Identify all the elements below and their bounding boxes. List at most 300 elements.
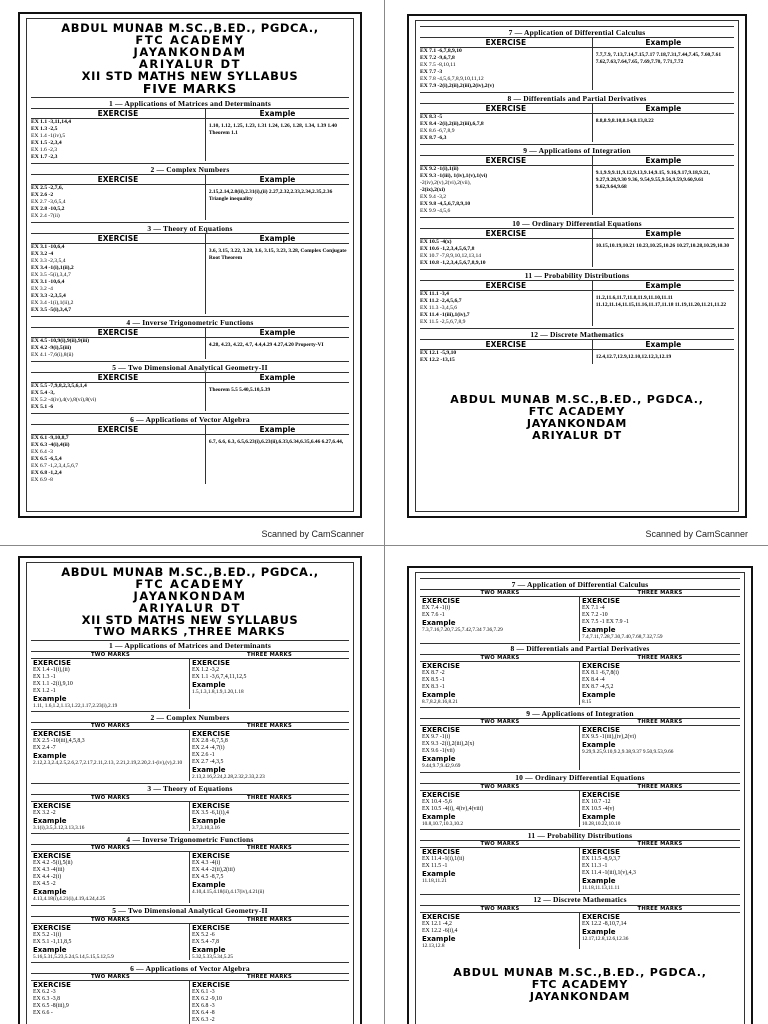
exercise-list [420, 350, 593, 364]
five-marks-sections-b [420, 26, 734, 364]
two-marks-column [31, 802, 190, 832]
section [420, 772, 740, 828]
example-list: 1.10, 1.12, 1.25, 1.23, 1.31 1.24, 1.26, 1.28, 1.34, 1.39 1.40 Theorem 1.1 [208, 123, 337, 137]
section-title: 1 — Applications of Matrices and Determinants [31, 97, 349, 109]
footer-line-3: JAYANKONDAM [529, 990, 631, 1004]
three-marks-header: THREE MARKS [637, 783, 683, 790]
column-header [420, 340, 734, 350]
exercise-header: EXERCISE [420, 281, 593, 290]
example-label: Example [192, 816, 226, 825]
exercise-row: EX 2.7 -3,6,5,4 [31, 199, 66, 206]
header-line-5: XII STD MATHS NEW SYLLABUS [81, 69, 299, 84]
marks-header [31, 652, 349, 659]
exercise-row: EX 7.5 -8,10,11 [420, 62, 456, 68]
two-three-marks-sections-b [420, 578, 740, 949]
exercise-label: EXERCISE [33, 730, 71, 739]
three-marks-header: THREE MARKS [247, 916, 292, 923]
example-label: Example [582, 626, 616, 634]
three-marks-header: THREE MARKS [247, 974, 292, 981]
example-header: Example [259, 373, 296, 383]
exercise-row: EX 6.8 -1,2,4 [31, 470, 62, 477]
three-marks-column [580, 662, 740, 706]
exercise-row: EX 1.6 -2,3 [31, 147, 58, 154]
exercise-row: -2(iv),2(v),2(vi),2(vii), [420, 180, 471, 186]
two-three-marks-sections-a [31, 640, 349, 1024]
exercise-label: EXERCISE [422, 661, 460, 670]
exercise-label: EXERCISE [192, 923, 230, 932]
example-list: 12.4,12.7,12.9,12.10,12.12,3,12.19 [595, 354, 672, 360]
exercise-row: EX 6.7 -1,2,3,4,5,6,7 [31, 463, 79, 470]
exercise-row: EX 1.4 -1(i),(ii) [33, 666, 70, 673]
section [31, 783, 349, 832]
exercise-header: EXERCISE [31, 425, 206, 434]
section-title: 7 — Application of Differential Calculus [420, 578, 740, 590]
exercise-row: EX 8.1 -6,7,8(i) [582, 669, 619, 676]
section-body [420, 239, 734, 267]
example-label: Example [33, 945, 67, 954]
sheet [18, 12, 362, 518]
section [420, 578, 740, 641]
exercise-row: EX 3.2 -2 [33, 809, 56, 816]
five-marks-page-2 [385, 0, 768, 545]
exercise-row: EX 1.1 -3,11,14,4 [31, 119, 72, 126]
sheet-inner [26, 18, 354, 512]
marks-header [420, 841, 740, 848]
exercise-row: EX 3.2 -4 [31, 286, 53, 293]
exercise-row: EX 7.2 -10 [582, 612, 608, 618]
exercise-label: EXERCISE [192, 801, 230, 810]
example-list: 6.7, 6.6, 6.3, 6.5,6.23(i),6.23(ii),6.33,6.34,6.35,6.46 6.27,6.44, [208, 439, 344, 446]
marks-columns [31, 659, 349, 710]
example-label: Example [422, 934, 456, 943]
three-marks-column [190, 981, 349, 1024]
section-body [31, 119, 349, 161]
column-header [420, 104, 734, 114]
example-label: Example [192, 881, 226, 890]
example-values: 1.11, 1.6,1.2,1.13,1.22,1.17,2.23(i),2.19 [33, 702, 118, 709]
five-marks-sections-a [31, 97, 349, 484]
column-header [420, 229, 734, 239]
column-header [31, 175, 349, 185]
exercise-row: EX 8.4 -2(i),2(ii),2(iii),6,7,8 [420, 121, 484, 127]
exercise-row: EX 12.2 -6(i),4 [422, 927, 458, 934]
exercise-list [420, 114, 593, 142]
header-line-2: FTC ACADEMY [135, 33, 245, 48]
section-title: 8 — Differentials and Partial Derivatives [420, 643, 740, 655]
exercise-row: EX 12.2 -13,15 [420, 357, 455, 363]
example-values: 1.5,1.3,1.8,1.9,1.20,1.18 [192, 688, 244, 695]
example-header: Example [259, 234, 296, 244]
exercise-row: -2(ix),2(xi) [420, 187, 446, 193]
exercise-row: EX 9.3 -2(i),2(iii),2(x) [422, 741, 475, 747]
exercise-row: EX 1.2 -3,2 [192, 666, 220, 673]
exercise-row: EX 4.2 -9(i),5(iii) [31, 345, 72, 352]
exercise-header: EXERCISE [420, 38, 593, 47]
column-header [31, 109, 349, 119]
exercise-row: EX 7.1 -4 [582, 605, 605, 611]
exercise-row: EX 8.7 -2 [422, 669, 445, 676]
exercise-label: EXERCISE [582, 912, 620, 921]
section [31, 711, 349, 781]
two-three-marks-page-1 [0, 546, 384, 1024]
column-header [420, 38, 734, 48]
exercise-header: EXERCISE [420, 229, 593, 238]
exercise-row: EX 8.3 -5 [420, 114, 443, 120]
example-values: 8.15 [582, 698, 592, 705]
example-header: Example [259, 109, 296, 119]
marks-columns [31, 802, 349, 832]
section [31, 640, 349, 710]
example-header: Example [645, 340, 682, 349]
three-marks-header: THREE MARKS [247, 723, 292, 730]
exercise-row: EX 7.8 -4,5,6,7,8,9,10,11,12 [420, 76, 484, 82]
example-header: Example [645, 156, 682, 165]
exercise-row: EX 3.3 -2,3,5,4 [31, 293, 66, 300]
marks-header [420, 590, 740, 597]
exercise-row: EX 6.1 -3 [192, 989, 215, 996]
exercise-row: EX 10.4 -5,6 [422, 798, 452, 805]
header-line-5: XII STD MATHS NEW SYLLABUS [81, 613, 299, 628]
exercise-row: EX 2.5 -10(iii),4,5,8,3 [33, 738, 85, 745]
three-marks-header: THREE MARKS [247, 794, 292, 801]
exercise-row: EX 6.3 -3,8 [33, 996, 61, 1003]
marks-columns [420, 848, 740, 892]
three-marks-column [190, 659, 349, 710]
exercise-list [420, 239, 593, 267]
example-values: 12.13,12.8 [422, 942, 445, 949]
exercise-list [31, 244, 206, 314]
section [31, 222, 349, 314]
exercise-label: EXERCISE [582, 848, 620, 856]
column-header [31, 234, 349, 244]
section-title: 12 — Discrete Mathematics [420, 894, 740, 906]
exercise-row: EX 10.8 -1,2,3,4,5,6,7,8,9,10 [420, 260, 486, 266]
section-title: 11 — Probability Distributions [420, 269, 734, 281]
example-label: Example [33, 888, 67, 897]
marks-columns [420, 597, 740, 641]
three-marks-column [190, 924, 349, 961]
example-list: 11.2,11.6,11.7,11.8,11.9,11.10,11.11 11.12,11.14,11.15,11.16,11.17,11.18 11.19,11.20,11.21,11.22 [595, 295, 727, 308]
three-marks-column [190, 730, 349, 781]
exercise-row: EX 6.5 -6,5,4 [31, 456, 62, 463]
exercise-row: EX 6.1 -9,10,8,7 [31, 435, 69, 442]
two-marks-header: TWO MARKS [90, 974, 131, 981]
footer-line-1: ABDUL MUNAB M.SC.,B.ED., PGDCA., [453, 966, 707, 979]
exercise-label: EXERCISE [422, 790, 460, 799]
two-marks-column [420, 913, 580, 950]
marks-header [31, 795, 349, 802]
exercise-header: EXERCISE [31, 109, 206, 118]
example-list: 4.28, 4.23, 4.22, 4.7, 4.4,4.29 4.27,4.20 Property-VI [208, 342, 324, 349]
exercise-row: EX 4.5 -2 [33, 881, 56, 888]
exercise-row: EX 1.3 -1 [33, 673, 56, 680]
page-footer-header [420, 967, 740, 1003]
exercise-row: EX 2.4 -7(ii) [31, 213, 60, 220]
two-marks-column [31, 730, 190, 781]
header-line-2: FTC ACADEMY [135, 577, 245, 592]
exercise-label: EXERCISE [422, 726, 460, 734]
two-marks-column [420, 726, 580, 770]
marks-header [31, 723, 349, 730]
exercise-header: EXERCISE [420, 340, 593, 349]
exercise-list [420, 291, 593, 326]
exercise-header: EXERCISE [31, 328, 206, 337]
header-line-4: ARIYALUR DT [138, 57, 242, 72]
marks-columns [31, 730, 349, 781]
two-marks-column [420, 791, 580, 828]
exercise-row: EX 4.5 -10,9(i),9(ii),9(iii) [31, 338, 90, 345]
column-header [420, 156, 734, 166]
section [420, 26, 734, 90]
section [420, 894, 740, 950]
marks-columns [420, 791, 740, 828]
two-three-marks-page-2 [385, 546, 768, 1024]
exercise-row: EX 1.1 -2(i),9,10 [33, 680, 73, 687]
exercise-row: EX 6.4 -3 [31, 449, 53, 456]
two-marks-column [420, 848, 580, 892]
exercise-label: EXERCISE [33, 801, 71, 810]
two-marks-column [420, 597, 580, 641]
section-body [420, 166, 734, 215]
marks-header [31, 974, 349, 981]
three-marks-header: THREE MARKS [637, 841, 683, 847]
exercise-header: EXERCISE [420, 104, 593, 113]
exercise-row: EX 12.2 -8,10,7,14 [582, 920, 627, 927]
two-marks-header: TWO MARKS [90, 916, 131, 923]
exercise-list [31, 338, 206, 359]
exercise-label: EXERCISE [582, 790, 620, 799]
exercise-row: EX 11.5 -1 [422, 863, 448, 869]
exercise-row: EX 5.4 -3, [31, 390, 55, 397]
section-title: 10 — Ordinary Differential Equations [420, 772, 740, 784]
exercise-list [31, 435, 206, 484]
section [420, 829, 740, 892]
section [420, 92, 734, 142]
section [420, 328, 734, 364]
marks-columns [31, 924, 349, 961]
exercise-label: EXERCISE [422, 597, 460, 605]
exercise-row: EX 1.5 -2,3,4 [31, 140, 62, 147]
example-label: Example [422, 755, 456, 763]
section-title: 6 — Applications of Vector Algebra [31, 962, 349, 974]
section [31, 905, 349, 961]
exercise-row: EX 2.6 -1 [192, 752, 215, 759]
exercise-row: EX 6.5 -8(iii),9 [33, 1003, 69, 1010]
exercise-row: EX 11.3 -3,4,5,6 [420, 305, 458, 311]
three-marks-column [580, 791, 740, 828]
exercise-row: EX 5.2 -1(i) [33, 931, 62, 938]
exercise-row: EX 6.3 -4(i),4(ii) [31, 442, 70, 449]
exercise-label: EXERCISE [192, 730, 230, 739]
sheet [407, 14, 747, 518]
section-body [31, 435, 349, 484]
page-title: FIVE MARKS [142, 81, 238, 97]
exercise-label: EXERCISE [192, 658, 230, 667]
exercise-label: EXERCISE [192, 981, 230, 990]
exercise-row: EX 12.1 -5,9,10 [420, 350, 457, 356]
two-marks-column [31, 852, 190, 903]
exercise-row: EX 4.5 -8,7,5 [192, 874, 224, 881]
exercise-row: EX 3.5 -5(i),3,4,7 [31, 307, 72, 314]
exercise-row: EX 9.2 -1(i),1(ii) [420, 166, 459, 172]
section-title: 5 — Two Dimensional Analytical Geometry-II [31, 905, 349, 917]
exercise-row: EX 7.2 -9,6,7,8 [420, 55, 455, 61]
example-label: Example [422, 812, 456, 821]
exercise-row: EX 6.2 -3 [33, 989, 56, 996]
section-title: 12 — Discrete Mathematics [420, 328, 734, 340]
three-marks-column [580, 597, 740, 641]
example-header: Example [645, 281, 682, 290]
example-values: 11.18,11.13,11.11 [582, 885, 620, 891]
marks-header [31, 917, 349, 924]
example-label: Example [582, 812, 616, 821]
exercise-label: EXERCISE [192, 852, 230, 861]
exercise-row: EX 1.1 -3,6,7,4,11,12,5 [192, 673, 247, 680]
section-title: 6 — Applications of Vector Algebra [31, 413, 349, 425]
marks-columns [31, 981, 349, 1024]
example-values: 10.28,10.22,10.10 [582, 820, 621, 827]
example-list: 2.15,2.14,2.8(ii),2.31(i),(ii) 2.27,2.32,2.33,2.34,2.35,2.36 Triangle inequality [208, 189, 333, 203]
exercise-list [31, 185, 206, 220]
exercise-row: EX 1.3 -2,5 [31, 126, 58, 133]
example-values: 9.44,9.7,9.42,9.69 [422, 763, 461, 769]
exercise-row: EX 9.9 -4,5,6 [420, 208, 451, 214]
example-header: Example [645, 229, 682, 238]
sheet-inner [415, 20, 739, 512]
exercise-row: EX 6.3 -2 [192, 1017, 215, 1024]
section-title: 9 — Applications of Integration [420, 707, 740, 719]
exercise-row: EX 10.5 -4(x) [420, 239, 452, 245]
three-marks-header: THREE MARKS [637, 654, 683, 661]
exercise-row: EX 5.2 -6 [192, 931, 215, 938]
exercise-row: EX 7.9 -2(i),2(ii),2(iii),2(iv),2(v) [420, 83, 495, 89]
exercise-row: EX 10.5 -4(v) [582, 805, 615, 812]
exercise-row: EX 9.7 -1(i) [422, 734, 451, 740]
two-marks-header: TWO MARKS [480, 654, 520, 661]
section-title: 2 — Complex Numbers [31, 711, 349, 723]
example-label: Example [33, 816, 67, 825]
marks-header [31, 845, 349, 852]
footer-line-3: JAYANKONDAM [526, 417, 628, 431]
section [31, 163, 349, 220]
exercise-label: EXERCISE [422, 848, 460, 856]
exercise-row: EX 5.4 -7,8 [192, 938, 220, 945]
example-label: Example [582, 877, 616, 885]
exercise-row: EX 10.5 -4(i), 4(iv),4(viii) [422, 805, 484, 812]
exercise-row: EX 7.7 -3 [420, 69, 443, 75]
exercise-label: EXERCISE [33, 923, 71, 932]
section-title: 3 — Theory of Equations [31, 222, 349, 234]
section-title: 10 — Ordinary Differential Equations [420, 217, 734, 229]
page-title: TWO MARKS ,THREE MARKS [94, 625, 286, 639]
column-header [31, 328, 349, 338]
exercise-row: EX 8.7 -4,5,2 [582, 683, 614, 690]
exercise-row: EX 3.5 -5(i),3,4,7 [31, 272, 71, 279]
footer-line-2: FTC ACADEMY [531, 978, 629, 992]
example-values: 4.13,4.18(i),4.21(i),4.19,4.24,4.25 [33, 896, 106, 903]
section-title: 8 — Differentials and Partial Derivatives [420, 92, 734, 104]
header-line-3: JAYANKONDAM [133, 45, 247, 60]
header-line-4: ARIYALUR DT [138, 601, 242, 616]
exercise-label: EXERCISE [33, 981, 71, 990]
section [31, 361, 349, 411]
two-marks-header: TWO MARKS [90, 845, 131, 852]
section [420, 643, 740, 706]
section-body [31, 244, 349, 314]
section-title: 9 — Applications of Integration [420, 144, 734, 156]
exercise-row: EX 3.2 -4 [31, 251, 54, 258]
section [420, 707, 740, 770]
exercise-header: EXERCISE [31, 373, 206, 382]
exercise-row: EX 2.5 -2,7,6, [31, 185, 64, 192]
two-marks-column [31, 659, 190, 710]
marks-header [420, 784, 740, 791]
two-marks-header: TWO MARKS [480, 841, 520, 847]
two-marks-header: TWO MARKS [480, 905, 520, 912]
exercise-row: EX 9.4 -3,2 [420, 194, 447, 200]
section-body [420, 350, 734, 364]
section-title: 3 — Theory of Equations [31, 783, 349, 795]
two-marks-header: TWO MARKS [480, 590, 520, 596]
three-marks-column [190, 852, 349, 903]
example-label: Example [422, 870, 456, 878]
exercise-row: EX 6.9 -8 [31, 477, 53, 484]
exercise-row: EX 2.6 -2 [31, 192, 54, 199]
section [31, 962, 349, 1024]
example-values: 10.8,10.7,10.3,10.2 [422, 820, 464, 827]
sheet-inner [26, 562, 354, 1024]
footer-line-1: ABDUL MUNAB M.SC.,B.ED., PGDCA., [450, 393, 704, 406]
three-marks-header: THREE MARKS [247, 845, 292, 852]
example-values: 4.10,4.15,4.18(ii),4.17(iv),4.21(ii) [192, 889, 265, 896]
header-line-3: JAYANKONDAM [133, 589, 247, 604]
exercise-list [31, 119, 206, 161]
exercise-list [420, 48, 593, 90]
three-marks-header: THREE MARKS [247, 651, 292, 658]
two-marks-header: TWO MARKS [90, 794, 131, 801]
exercise-row: EX 4.4 -2(ii),2(iii) [192, 867, 235, 874]
exercise-row: EX 7.4 -1(i) [422, 605, 451, 611]
exercise-row: EX 11.5 -2,5,6,7,8,9 [420, 319, 466, 325]
two-marks-header: TWO MARKS [90, 651, 131, 658]
exercise-list [31, 383, 206, 411]
exercise-row: EX 11.1 -3,4 [420, 291, 449, 297]
exercise-row: EX 10.6 -1,2,3,4,5,6,7,8 [420, 246, 475, 252]
marks-header [420, 655, 740, 662]
exercise-row: EX 8.7 -6,3 [420, 135, 447, 141]
example-values: 11.18,11.21 [422, 878, 447, 884]
example-label: Example [422, 690, 456, 699]
exercise-row: EX 2.4 -4,7(i) [192, 745, 225, 752]
exercise-row: EX 3.4 -1(i),1(ii),2 [31, 300, 74, 307]
exercise-row: EX 5.1 -6 [31, 404, 54, 411]
example-values: 7.4,7.11,7.28,7.30,7.40,7.68,7.32,7.59 [582, 634, 663, 640]
exercise-label: EXERCISE [582, 661, 620, 670]
example-values: 9.29,9.25,9.10,9.2,9.38,9.37 9.50,9.53,9.66 [582, 749, 674, 755]
example-label: Example [582, 741, 616, 749]
section-body [31, 185, 349, 220]
marks-columns [420, 726, 740, 770]
example-values: 8.7,8.2,8.16,8.21 [422, 698, 458, 705]
section-title: 1 — Applications of Matrices and Determinants [31, 640, 349, 652]
example-list: 10.15,10.19,10.21 10.23,10.25,10.26 10.27,10.28,10.29,10.30 [595, 243, 730, 249]
two-marks-column [31, 981, 190, 1024]
exercise-label: EXERCISE [582, 726, 620, 734]
exercise-row: EX 1.4 -1(iv),5 [31, 133, 66, 140]
exercise-row: EX 4.2 -5(i),5(ii) [33, 860, 73, 867]
example-list: 7.7,7.9, 7.13,7.14,7.15,7.17 7.18,7.31,7.44,7.45, 7.60,7.61 7.62,7.63,7.64,7.65, 7.69,7.70, 7.71,7.72 [595, 52, 722, 65]
three-marks-column [580, 913, 740, 950]
